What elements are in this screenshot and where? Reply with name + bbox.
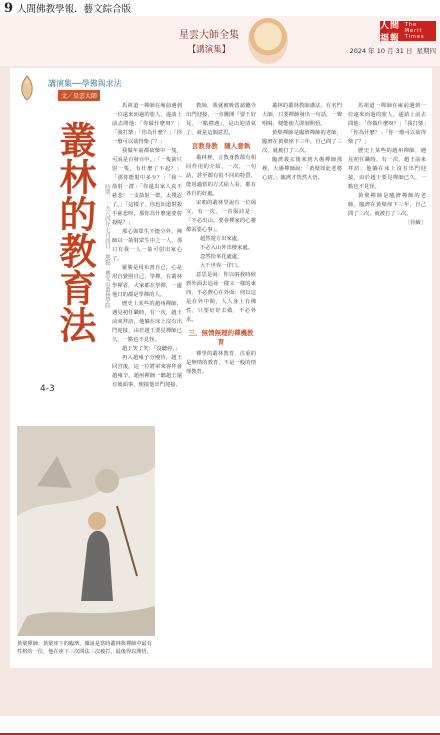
text-column-2: 教師，我就被吸當諸聽寺出門迎接，一旁騰開『要王好見，一點禮遇』，是出迎清氣了，就是這個意思。 言教身教 隨人意執 叢林裡，言教身教都有相同作用的介紹，一次，一句話，甚至都有很不同的特質，能用適當的方式給人看，都有各自的好處。 宋朝的叢林里說有一位偈文，有一次，一首偈詩是：「不必出山，要會禪家的心靈都需要心事」。 超然遊方出家處， 不必入山外出棲家處。 忽然拾來花處處， 大千世界一洋口。 意思是說：你以兩我時候到外面去追尋一樣又一樣的東西，不必費心在外面；何以這是在外中間，人人身上有佛性，只要好好去做，不必外求。 三、無情無理的禪機教育 禪學的叢林教育，注重的是無情的教育，不是一般的情理教育。 xyxy=(186,103,256,375)
part-label: 4-3 xyxy=(40,384,55,394)
article-title: 叢林的教育法 xyxy=(53,121,97,343)
page-header xyxy=(0,0,440,16)
newspaper-logo: 人間福報 The Merit Times xyxy=(380,21,436,41)
banner-subtitle: 【講演集】 xyxy=(187,45,231,55)
subheading-1: 言教身教 隨人意執 xyxy=(191,142,251,150)
weekday: 星期四 xyxy=(416,47,436,55)
author-tag: 文／星雲大師 xyxy=(58,90,100,101)
series-banner xyxy=(170,22,248,62)
text-column-4: 馬祖道一禪師在庵前遇到一位遠來而過的旅人，遂請上前去問他：「你做什麼呀？」「我打柴」「你為什麼？」「你一廢可以砍得柴了？」 歷史上某些的趙州禪師，遇見初任職時，有一次，趙王前來拜訪，他躺在床上沒有出門迎接，由於趙王要見禪師已久，一點也不見怪。 黃檗禪師是臨濟禪師的老師，臨濟在黃檗座下三年，自己問了三次，就被打了三次。 〔待續〕 xyxy=(348,103,426,226)
banner-title: 星雲大師全集 xyxy=(179,30,239,41)
dateline xyxy=(300,46,440,55)
poem-verses: 超然遊方出家處， 不必入山外出棲家處。 忽然拾來花處處， 大千世界一洋口。 xyxy=(200,236,253,269)
lecture-info: 時間：一九八四年七月四日 地點：佛光山叢林學院 xyxy=(104,184,110,309)
newspaper-page xyxy=(0,16,440,716)
to-be-continued: 〔待續〕 xyxy=(404,220,426,226)
issue-date: 2024 年 10 月 31 日 xyxy=(349,47,413,55)
text-column-3: 叢林的叢林教師講法，有名門大師，只要禪師發出一句話，一聲唱喝，便能使人即刻開悟。 黃檗禪師是臨濟禪師的老師，臨濟在黃檗座下三年，自己問了三次，就被打了三次。 臨濟義玄後來到大愚禪師那裡，大愚禪師說：「黃檗如此老婆心切。」臨濟才恍然大悟。 xyxy=(262,103,342,181)
lotus-hand-icon xyxy=(16,74,38,102)
image-caption: 黃檗禪師：黃檗座下的臨濟，據說是當時叢林典禪師中最有性格的一位，他在座下三次問法三次被打，最後得以開悟。 xyxy=(17,641,152,655)
page-number: 9 xyxy=(4,0,14,16)
text-column-1: 馬祖道一禪師在庵前遇到一位遠來而過的旅人，遂請上前去問他：「你做什麼呀？」「我打柴」「你為什麼？」「你一廢可以砍得柴了？」 我做年前都砍柴中一隻，可說是百發百中。」「一隻箭只射一隻，有什麼了不起？」「那你能射中多少？」「我一箭射一群」「你還出家人真不慈悲！一支箭射一群，太殘忍了。」「這樣子，你也知道射殺不慈悲呀，那你為什麼還要射殺呢？」 那心與眾生不能分外，禪師以一箭射眾生中之一人，那只有我一人一箭可射出家心了。 羅勝是用布書自己，心是用自覺照自己，學禪，在叢林學禪者，大家都在學禪，一邊他日的都是學禪的人。 歷史上某些的趙州禪師，遇見初任職時，有一次，趙王前來拜訪，他躺在床上沒有出門迎接，由於趙王要見禪師已久，一點也不見怪。 趙王笑了笑：「沒聽停。」 再入趙雍子分慢待，趙王回宮後，這一位將軍來客拜會趙雍辛，趙州禪師一聽趙王還有後面事，便接他出門迎接。 xyxy=(112,103,182,388)
subheading-2: 三、無情無理的禪機教育 xyxy=(188,329,254,346)
master-portrait-image xyxy=(248,18,288,64)
ink-painting-image xyxy=(17,426,155,636)
section-heading: 講演集──學佛與求法 xyxy=(48,79,122,88)
page-title: 人間佛教學報．藝文綜合版 xyxy=(17,4,132,15)
